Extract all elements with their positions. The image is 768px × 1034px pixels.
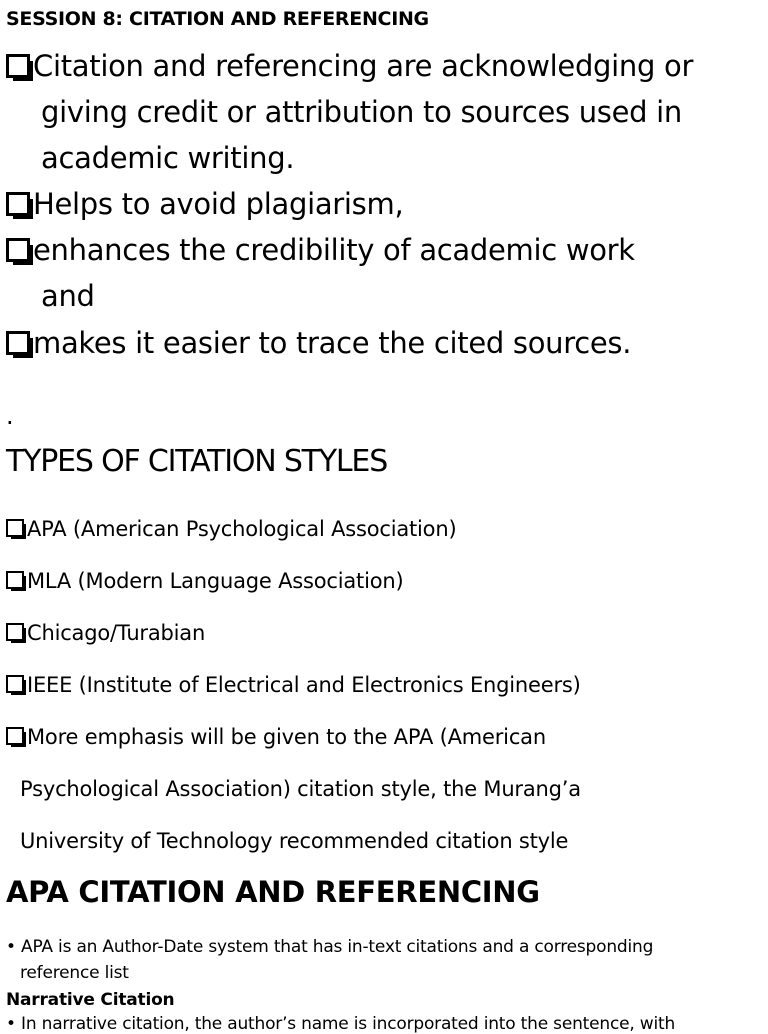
narrative-bullet-partial: • In narrative citation, the author’s name is incorporated into the sentence, with [6,1014,676,1034]
apa-bullet-line-2: reference list [20,963,129,983]
emphasis-note: More emphasis will be given to the APA (American [6,725,546,749]
checkbox-bullet-icon [6,519,24,537]
intro-bullet-3: enhances the credibility of academic work and [6,227,635,319]
checkbox-bullet-icon [6,331,30,355]
checkbox-bullet-icon [6,675,24,693]
style-item-mla: MLA (Modern Language Association) [6,569,403,593]
style-item-ieee: IEEE (Institute of Electrical and Electronics Engineers) [6,673,581,697]
checkbox-bullet-icon [6,571,24,589]
apa-bullet-line-1: • APA is an Author-Date system that has in-text citations and a corresponding [6,937,654,957]
checkbox-bullet-icon [6,623,24,641]
narrative-citation-heading: Narrative Citation [6,990,175,1010]
types-title: TYPES OF CITATION STYLES [6,444,388,479]
emphasis-line-3: University of Technology recommended citation style [20,829,569,853]
checkbox-bullet-icon [6,54,30,78]
checkbox-bullet-icon [6,727,24,745]
session-title: SESSION 8: CITATION AND REFERENCING [6,8,429,30]
apa-section-title: APA CITATION AND REFERENCING [6,875,540,909]
style-item-chicago: Chicago/Turabian [6,621,205,645]
intro-bullet-4: makes it easier to trace the cited sources. [6,320,631,366]
separator-dot: . [6,402,14,430]
checkbox-bullet-icon [6,192,30,216]
intro-bullet-1: Citation and referencing are acknowledging or giving credit or attribution to sources used in academic writing. [6,43,693,181]
style-item-apa: APA (American Psychological Association) [6,517,456,541]
intro-bullet-2: Helps to avoid plagiarism, [6,181,403,227]
checkbox-bullet-icon [6,238,30,262]
emphasis-line-2: Psychological Association) citation style, the Murang’a [20,777,581,801]
